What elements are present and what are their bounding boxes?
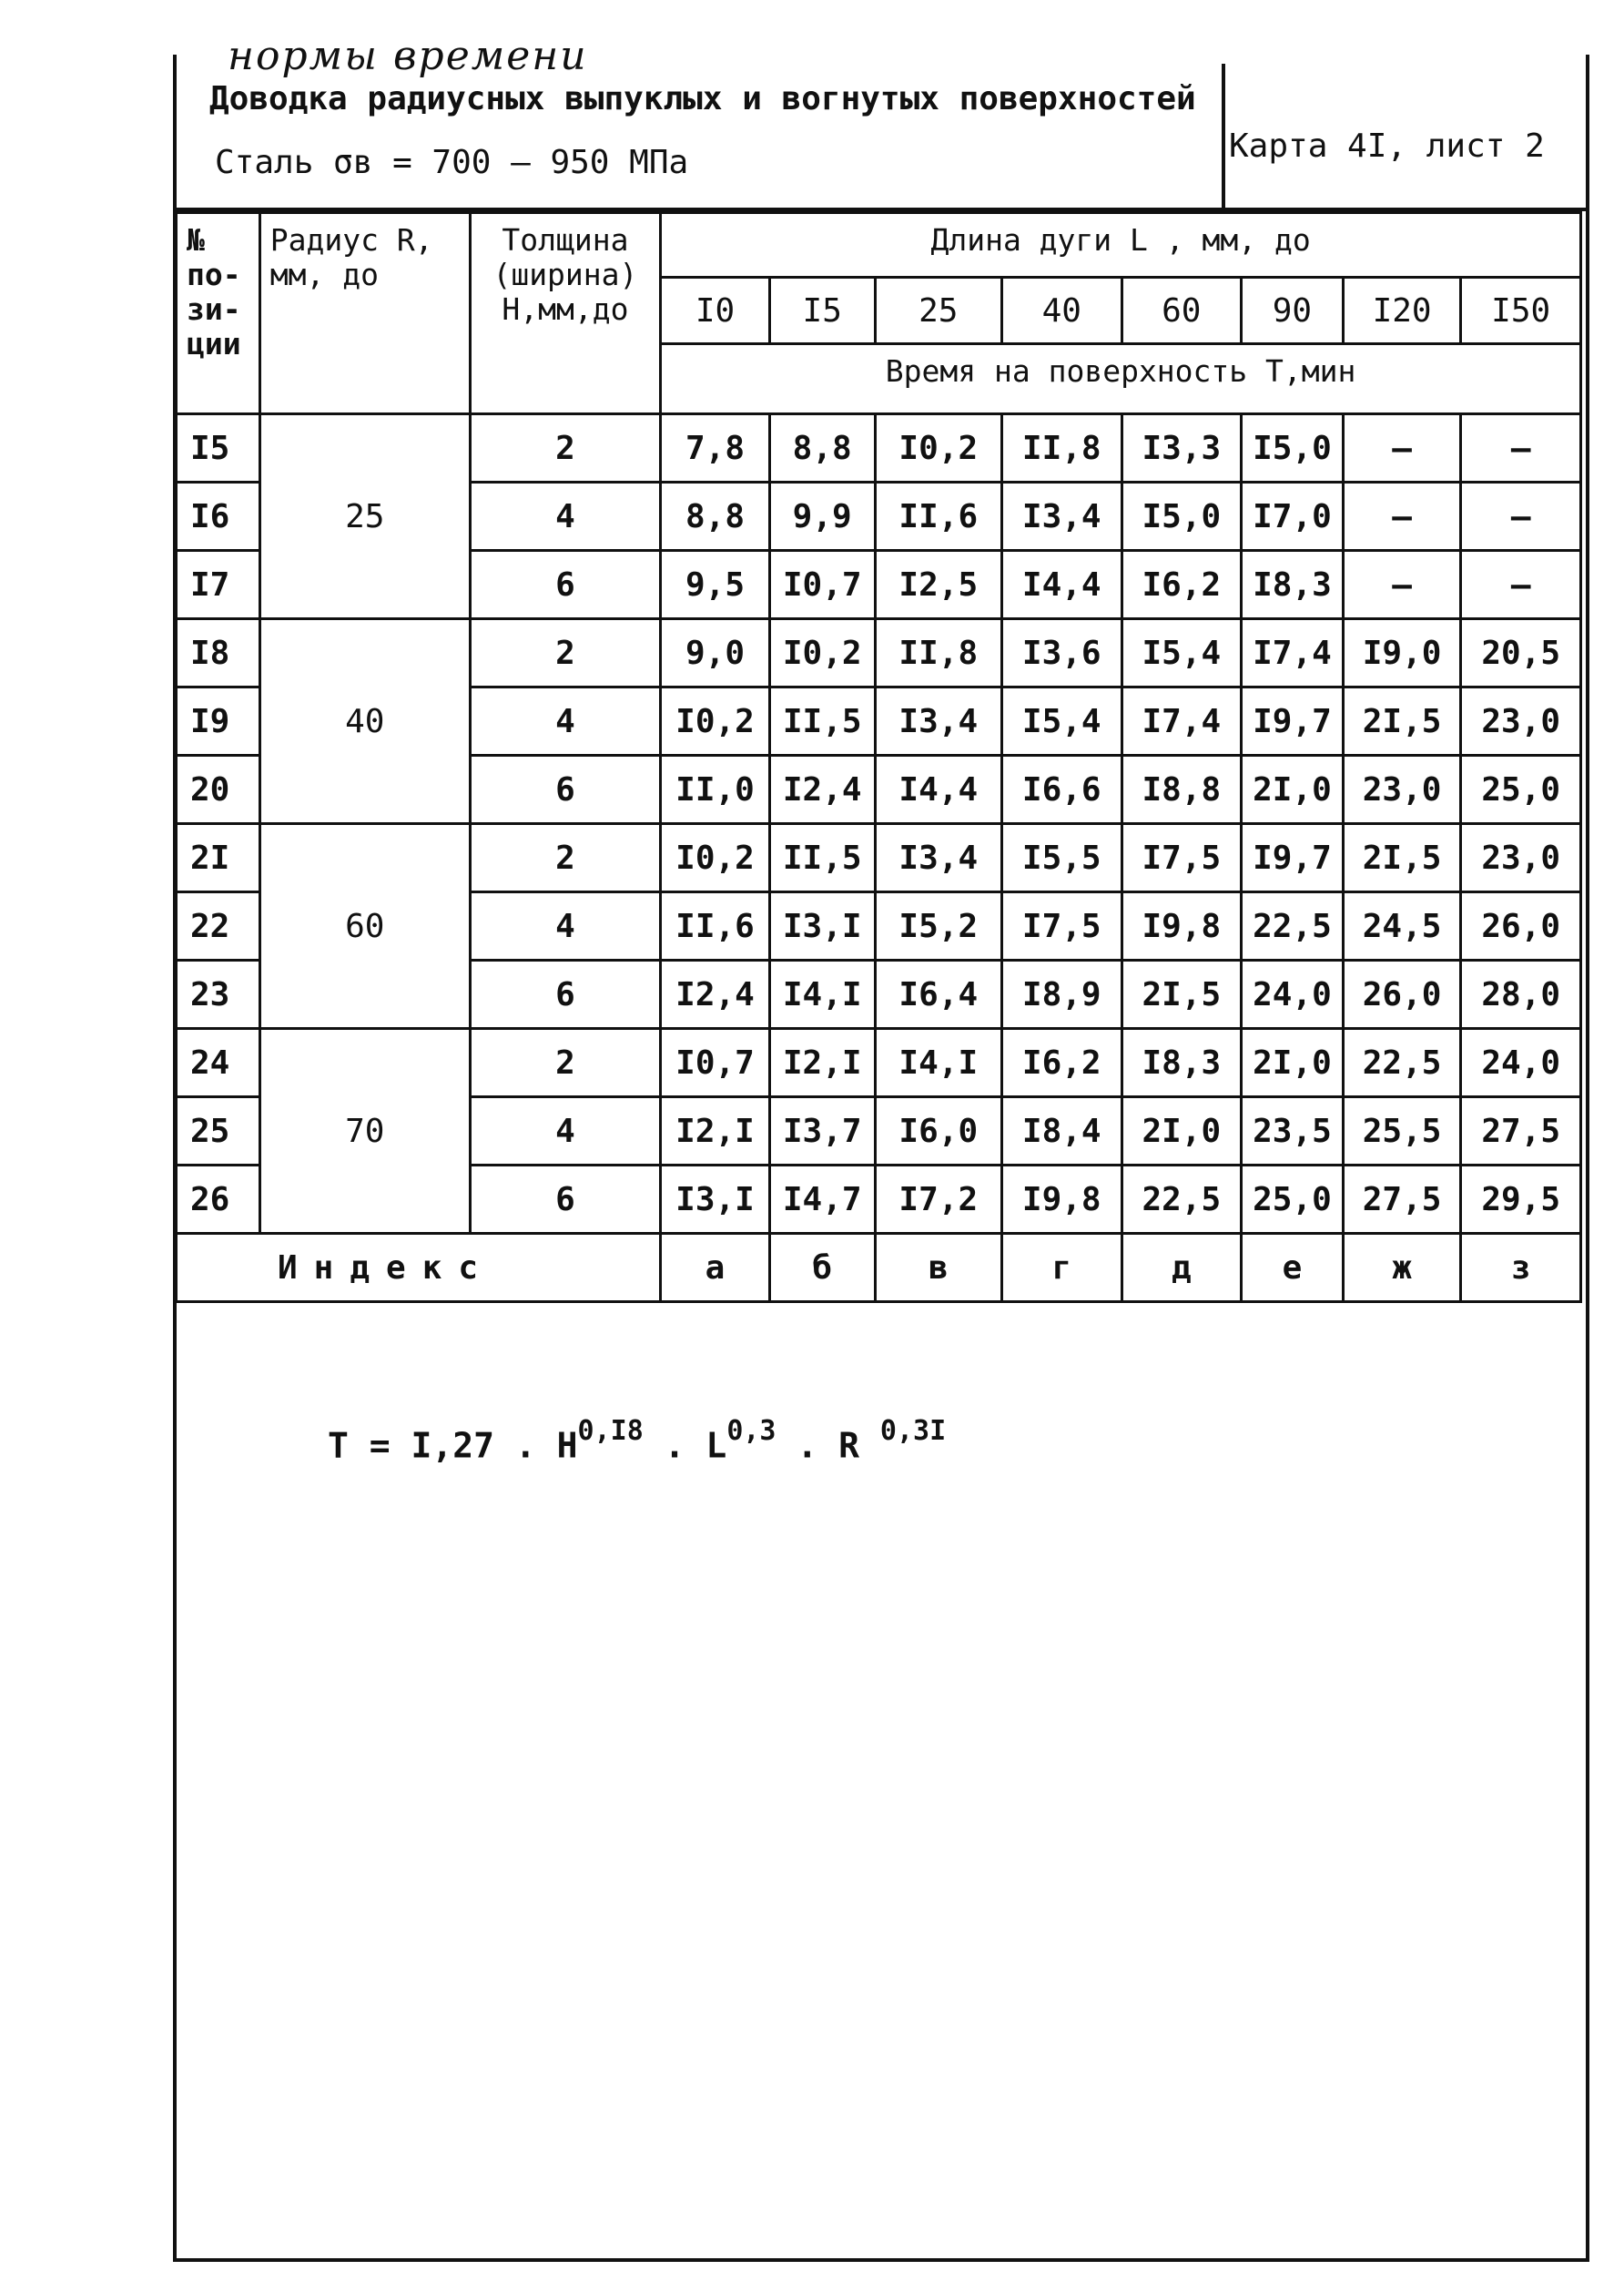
time-value-cell: 27,5 [1343,1166,1461,1234]
time-value-cell: I0,2 [875,414,1001,483]
time-value-cell: 22,5 [1343,1029,1461,1097]
time-value-cell: – [1343,414,1461,483]
time-value-cell: 23,0 [1343,756,1461,824]
time-value-cell: – [1343,483,1461,551]
time-value-cell: I9,8 [1122,892,1242,961]
time-value-cell: I3,4 [1002,483,1122,551]
time-value-cell: 25,5 [1343,1097,1461,1166]
time-value-cell: I0,2 [769,619,875,687]
time-value-cell: 24,0 [1242,961,1344,1029]
position-cell: 26 [177,1166,260,1234]
thickness-cell: 2 [470,1029,660,1097]
time-value-cell: 20,5 [1461,619,1581,687]
time-value-cell: 7,8 [661,414,770,483]
thickness-cell: 4 [470,483,660,551]
time-value-cell: I3,I [661,1166,770,1234]
handwritten-note: нормы времени [228,33,588,79]
arc-length-cell: I50 [1461,278,1581,344]
thickness-cell: 4 [470,1097,660,1166]
time-value-cell: – [1461,551,1581,619]
time-value-cell: 9,0 [661,619,770,687]
time-value-cell: I4,7 [769,1166,875,1234]
time-value-cell: 25,0 [1461,756,1581,824]
time-value-cell: 23,0 [1461,824,1581,892]
arc-length-cell: I0 [661,278,770,344]
table-row [177,414,1581,483]
header-divider [1222,64,1225,208]
time-value-cell: I0,2 [661,687,770,756]
thickness-cell: 2 [470,414,660,483]
time-value-cell: I5,4 [1122,619,1242,687]
time-value-cell: I3,4 [875,824,1001,892]
time-value-cell: I9,7 [1242,824,1344,892]
time-value-cell: 23,0 [1461,687,1581,756]
time-value-cell: I5,5 [1002,824,1122,892]
time-value-cell: I8,3 [1122,1029,1242,1097]
time-value-cell: I7,5 [1002,892,1122,961]
thickness-cell: 6 [470,1166,660,1234]
time-value-cell: I9,8 [1002,1166,1122,1234]
time-value-cell: I4,I [875,1029,1001,1097]
time-value-cell: I2,I [769,1029,875,1097]
time-value-cell: I0,2 [661,824,770,892]
position-cell: I9 [177,687,260,756]
table-row [177,824,1581,892]
time-value-cell: 2I,5 [1343,824,1461,892]
time-value-cell: 22,5 [1242,892,1344,961]
time-value-cell: 23,5 [1242,1097,1344,1166]
time-value-cell: 27,5 [1461,1097,1581,1166]
time-value-cell: I7,0 [1242,483,1344,551]
page-title: Доводка радиусных выпуклых и вогнутых поверхностей [209,80,1196,117]
index-cell: е [1242,1234,1344,1302]
time-value-cell: I5,2 [875,892,1001,961]
time-value-cell: 2I,5 [1343,687,1461,756]
table-row [177,619,1581,687]
index-cell: в [875,1234,1001,1302]
time-value-cell: I6,6 [1002,756,1122,824]
time-value-cell: – [1461,483,1581,551]
time-value-cell: I5,4 [1002,687,1122,756]
time-value-cell: 9,5 [661,551,770,619]
time-value-cell: I2,4 [661,961,770,1029]
time-value-cell: I8,9 [1002,961,1122,1029]
time-value-cell: I2,5 [875,551,1001,619]
radius-cell: 25 [259,414,470,619]
formula-r-part: . R [776,1425,880,1466]
thickness-cell: 4 [470,687,660,756]
time-value-cell: I8,3 [1242,551,1344,619]
time-value-cell: I6,0 [875,1097,1001,1166]
time-value-cell: 24,5 [1343,892,1461,961]
card-number: Карта 4I, лист 2 [1229,127,1545,165]
time-value-cell: 2I,0 [1242,756,1344,824]
time-value-cell: 2I,0 [1242,1029,1344,1097]
arc-length-cell: 40 [1002,278,1122,344]
time-value-cell: I4,4 [875,756,1001,824]
time-value-cell: I9,7 [1242,687,1344,756]
time-value-cell: I3,6 [1002,619,1122,687]
formula-r-exponent: 0,3I [879,1415,947,1447]
time-value-cell: I9,0 [1343,619,1461,687]
time-value-cell: 9,9 [769,483,875,551]
radius-cell: 40 [259,619,470,824]
index-label: Индекс [177,1234,661,1302]
index-cell: б [769,1234,875,1302]
time-value-cell: II,6 [875,483,1001,551]
arc-length-cell: 25 [875,278,1001,344]
position-cell: I6 [177,483,260,551]
index-cell: з [1461,1234,1581,1302]
time-value-cell: I7,4 [1242,619,1344,687]
time-value-cell: I2,I [661,1097,770,1166]
time-value-cell: II,8 [1002,414,1122,483]
time-value-cell: II,8 [875,619,1001,687]
formula-l-part: . L [643,1425,727,1466]
arc-length-cell: 60 [1122,278,1242,344]
thickness-cell: 6 [470,551,660,619]
time-value-cell: I7,4 [1122,687,1242,756]
time-value-cell: I7,2 [875,1166,1001,1234]
formula [328,1415,947,1466]
time-value-cell: 22,5 [1122,1166,1242,1234]
index-cell: а [661,1234,770,1302]
index-cell: ж [1343,1234,1461,1302]
time-value-cell: I2,4 [769,756,875,824]
time-value-cell: 25,0 [1242,1166,1344,1234]
time-value-cell: I3,I [769,892,875,961]
time-value-cell: I3,7 [769,1097,875,1166]
time-value-cell: I6,2 [1122,551,1242,619]
table-row [177,1029,1581,1097]
position-cell: I8 [177,619,260,687]
time-value-cell: 24,0 [1461,1029,1581,1097]
time-value-cell: I6,4 [875,961,1001,1029]
time-value-cell: I5,0 [1122,483,1242,551]
time-value-cell: I8,4 [1002,1097,1122,1166]
time-value-cell: 26,0 [1461,892,1581,961]
time-value-cell: 28,0 [1461,961,1581,1029]
time-value-cell: I3,3 [1122,414,1242,483]
arc-length-cell: I20 [1343,278,1461,344]
time-value-cell: 26,0 [1343,961,1461,1029]
time-value-cell: I6,2 [1002,1029,1122,1097]
time-value-cell: I4,4 [1002,551,1122,619]
arc-length-header: Длина дуги L , мм, до [661,213,1581,278]
time-value-cell: I0,7 [661,1029,770,1097]
time-value-cell: – [1461,414,1581,483]
norms-table [175,211,1582,1303]
time-value-cell: 29,5 [1461,1166,1581,1234]
time-value-cell: I5,0 [1242,414,1344,483]
position-cell: I5 [177,414,260,483]
arc-length-cell: I5 [769,278,875,344]
radius-header: Радиус R, мм, до [259,213,470,414]
position-cell: 2I [177,824,260,892]
formula-l-exponent: 0,3 [726,1415,776,1447]
time-value-cell: I0,7 [769,551,875,619]
thickness-header: Толщина (ширина) Н,мм,до [470,213,660,414]
formula-base: Т = I,27 . Н [328,1425,578,1466]
time-value-cell: II,6 [661,892,770,961]
time-value-cell: II,0 [661,756,770,824]
index-cell: г [1002,1234,1122,1302]
thickness-cell: 4 [470,892,660,961]
thickness-cell: 6 [470,961,660,1029]
position-cell: 20 [177,756,260,824]
arc-length-cell: 90 [1242,278,1344,344]
thickness-cell: 6 [470,756,660,824]
position-cell: I7 [177,551,260,619]
time-value-cell: I3,4 [875,687,1001,756]
formula-h-exponent: 0,I8 [577,1415,644,1447]
position-cell: 23 [177,961,260,1029]
time-value-cell: II,5 [769,687,875,756]
radius-cell: 70 [259,1029,470,1234]
time-value-cell: 8,8 [661,483,770,551]
time-header: Время на поверхность Т,мин [661,344,1581,414]
time-value-cell: I4,I [769,961,875,1029]
position-cell: 25 [177,1097,260,1166]
position-cell: 22 [177,892,260,961]
thickness-cell: 2 [470,619,660,687]
radius-cell: 60 [259,824,470,1029]
time-value-cell: – [1343,551,1461,619]
time-value-cell: 8,8 [769,414,875,483]
position-header: № по-зи-ции [177,213,260,414]
steel-spec: Сталь σв = 700 – 950 МПа [215,144,689,181]
index-row [177,1234,1581,1302]
time-value-cell: 2I,5 [1122,961,1242,1029]
index-cell: д [1122,1234,1242,1302]
thickness-cell: 2 [470,824,660,892]
position-cell: 24 [177,1029,260,1097]
time-value-cell: I8,8 [1122,756,1242,824]
time-value-cell: 2I,0 [1122,1097,1242,1166]
time-value-cell: I7,5 [1122,824,1242,892]
time-value-cell: II,5 [769,824,875,892]
